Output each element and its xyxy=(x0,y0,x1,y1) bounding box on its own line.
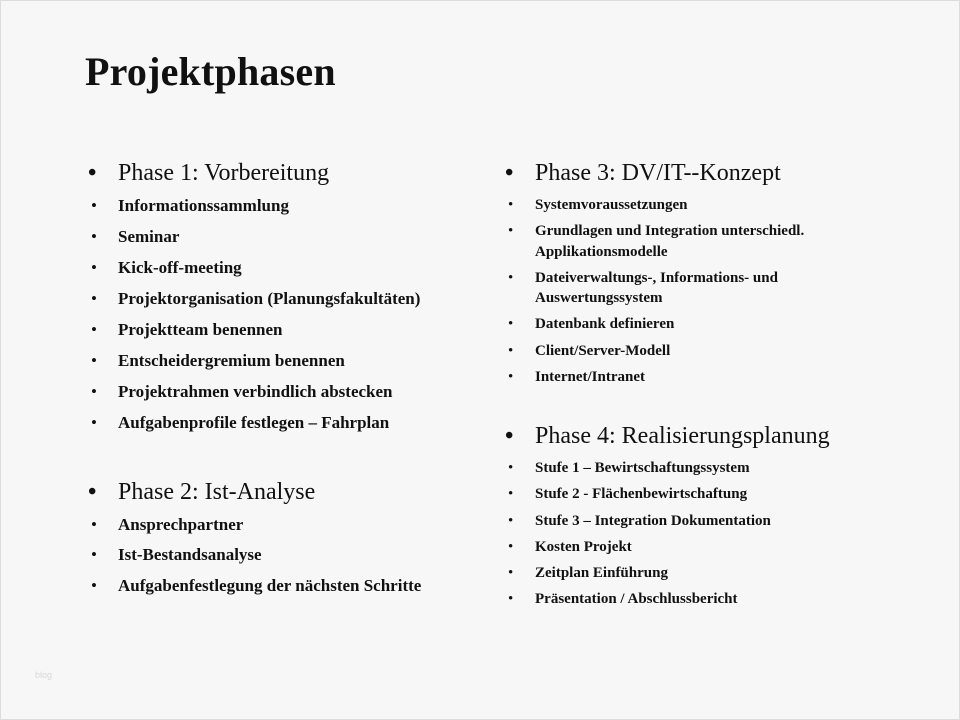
list-item: • Aufgabenfestlegung der nächsten Schritte xyxy=(88,575,468,598)
list-item: • Kick-off-meeting xyxy=(88,257,468,280)
left-column xyxy=(88,160,468,606)
phase-4-list xyxy=(505,458,905,610)
list-item: • Kosten Projekt xyxy=(505,537,905,557)
list-item: • Ist-Bestandsanalyse xyxy=(88,544,468,567)
right-column xyxy=(505,160,905,616)
phase-4-heading xyxy=(505,423,905,450)
list-item: • Client/Server-Modell xyxy=(505,341,905,361)
phase-2-list xyxy=(88,514,468,599)
list-item: • Dateiverwaltungs-, Informations- und Auswertungssystem xyxy=(505,268,905,309)
list-item: • Projektteam benennen xyxy=(88,319,468,342)
phase-1-heading xyxy=(88,160,468,187)
phase-3-heading xyxy=(505,160,905,187)
list-item: • Aufgabenprofile festlegen – Fahrplan xyxy=(88,412,468,435)
phase-2-label: Phase 2: Ist-Analyse xyxy=(118,478,316,505)
phase-1-label: Phase 1: Vorbereitung xyxy=(118,160,330,186)
slide-title: Projektphasen xyxy=(85,49,336,94)
list-item: • Systemvoraussetzungen xyxy=(505,195,905,215)
phase-1-list xyxy=(88,195,468,435)
phase-4-label: Phase 4: Realisierungsplanung xyxy=(535,423,830,449)
list-item: • Projektorganisation (Planungsfakultäten) xyxy=(88,288,468,311)
list-item: • Informationssammlung xyxy=(88,195,468,218)
phase-2-heading xyxy=(88,479,468,506)
list-item: • Präsentation / Abschlussbericht xyxy=(505,589,905,609)
list-item: • Stufe 3 – Integration Dokumentation xyxy=(505,511,905,531)
list-item: • Ansprechpartner xyxy=(88,514,468,537)
list-item: • Grundlagen und Integration unterschiedl. Applikationsmodelle xyxy=(505,221,905,262)
list-item: • Entscheidergremium benennen xyxy=(88,350,468,373)
section-gap xyxy=(88,443,468,479)
list-item: • Stufe 1 – Bewirtschaftungssystem xyxy=(505,458,905,478)
phase-3-list xyxy=(505,195,905,387)
list-item: • Zeitplan Einführung xyxy=(505,563,905,583)
section-gap xyxy=(505,393,905,423)
phase-3-label: Phase 3: DV/IT--Konzept xyxy=(535,160,781,186)
list-item: • Internet/Intranet xyxy=(505,367,905,387)
list-item: • Stufe 2 - Flächenbewirtschaftung xyxy=(505,484,905,504)
watermark: blog xyxy=(35,670,53,680)
list-item: • Datenbank definieren xyxy=(505,314,905,334)
list-item: • Projektrahmen verbindlich abstecken xyxy=(88,381,468,404)
list-item: • Seminar xyxy=(88,226,468,249)
